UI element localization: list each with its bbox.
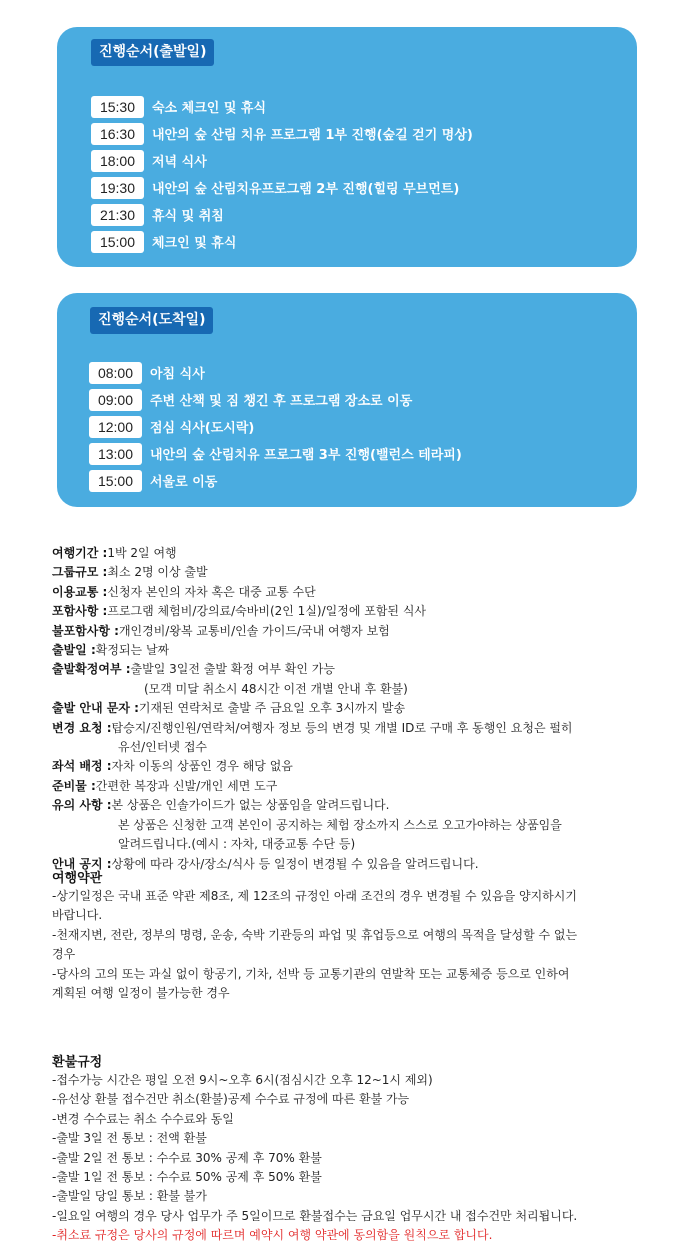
schedule-activity: 숙소 체크인 및 휴식 — [152, 101, 267, 116]
info-row-transport — [52, 583, 652, 602]
info-row-sms — [52, 699, 652, 718]
trip-info — [52, 544, 652, 874]
refund-line: -출발일 당일 통보 : 환불 불가 — [52, 1189, 207, 1204]
info-value: 최소 2명 이상 출발 — [107, 565, 208, 580]
schedule-activity: 점심 식사(도시락) — [150, 421, 255, 436]
info-continuation: 알려드립니다.(예시 : 자차, 대중교통 수단 등) — [118, 837, 356, 852]
info-value: 확정되는 날짜 — [95, 643, 170, 658]
info-value: 자차 이동의 상품인 경우 해당 없음 — [111, 759, 293, 774]
schedule-time: 13:00 — [89, 443, 142, 465]
refund-line: -접수가능 시간은 평일 오전 9시~오후 6시(점심시간 오후 12~1시 제외) — [52, 1073, 433, 1087]
refund-title: 환불규정 — [52, 1055, 103, 1070]
terms-line: -당사의 고의 또는 과실 없이 항공기, 기차, 선박 등 교통기관의 연발착 또는 교통체증 등으로 인하여 — [52, 966, 570, 981]
info-value: 탑승지/진행인원/연락처/여행자 정보 등의 변경 및 개별 ID로 구매 후 동행인 요청은 펄히 — [111, 720, 573, 735]
schedule-activity: 서울로 이동 — [150, 475, 218, 490]
schedule-time: 16:30 — [91, 123, 144, 145]
schedule-item — [91, 228, 473, 255]
info-value: 본 상품은 인솔가이드가 없는 상품임을 알려드립니다. — [111, 798, 390, 813]
refund-line: -출발 1일 전 통보 : 수수료 50% 공제 후 50% 환불 — [52, 1170, 322, 1185]
schedule-time: 15:00 — [89, 470, 142, 492]
info-label: 좌석 배정 : — [52, 759, 112, 774]
schedule-item — [91, 174, 473, 201]
schedule-item — [91, 201, 473, 228]
info-row-notice — [52, 855, 652, 874]
schedule-activity: 저녁 식사 — [152, 155, 207, 170]
info-row-prep — [52, 777, 652, 796]
refund-line: -유선상 환불 접수건만 취소(환불)공제 수수료 규정에 따른 환불 가능 — [52, 1092, 410, 1107]
terms-line: 경우 — [52, 947, 76, 962]
info-label: 포함사항 : — [52, 604, 108, 619]
info-value: 개인경비/왕복 교통비/인솔 가이드/국내 여행자 보험 — [118, 623, 390, 638]
terms-title: 여행약관 — [52, 871, 103, 886]
info-label: 준비물 : — [52, 778, 96, 793]
info-row-change — [52, 719, 652, 738]
info-row-period — [52, 544, 652, 563]
schedule-time: 18:00 — [91, 150, 144, 172]
terms-line: 계획된 여행 일정이 불가능한 경우 — [52, 986, 230, 1001]
refund-line: -일요일 여행의 경우 당사 업무가 주 5일이므로 환불접수는 금요일 업무시간 내 접수건만 처리됩니다. — [52, 1208, 578, 1223]
refund-line: -변경 수수료는 취소 수수료와 동일 — [52, 1111, 234, 1126]
info-row-seat — [52, 757, 652, 776]
schedule-item — [89, 413, 462, 440]
schedule-activity: 체크인 및 휴식 — [152, 236, 237, 251]
info-label: 그룹규모 : — [52, 565, 108, 580]
info-label: 여행기간 : — [52, 546, 108, 560]
refund-line: -출발 3일 전 통보 : 전액 환불 — [52, 1131, 207, 1146]
info-continuation: (모객 미달 취소시 48시간 이전 개별 안내 후 환불) — [144, 681, 408, 696]
schedule-time: 19:30 — [91, 177, 144, 199]
info-label: 이용교통 : — [52, 584, 108, 599]
refund-line: -출발 2일 전 통보 : 수수료 30% 공제 후 70% 환불 — [52, 1150, 322, 1165]
schedule-item — [89, 386, 462, 413]
info-value: 기재된 연락처로 출발 주 금요일 오후 3시까지 발송 — [138, 701, 406, 716]
arrival-schedule-list — [89, 359, 462, 494]
refund-warning: -취소료 규정은 당사의 규정에 따르며 예약시 여행 약관에 동의함을 원칙으로 합니다. — [52, 1228, 493, 1243]
schedule-item — [89, 467, 462, 494]
schedule-item — [91, 147, 473, 174]
schedule-time: 15:00 — [91, 231, 144, 253]
info-row-group — [52, 563, 652, 582]
schedule-activity: 주변 산책 및 짐 챙긴 후 프로그램 장소로 이동 — [150, 394, 413, 409]
info-row-confirm — [52, 660, 652, 679]
schedule-item — [89, 359, 462, 386]
departure-schedule-card — [57, 27, 637, 267]
schedule-activity: 내안의 숲 산림치유 프로그램 3부 진행(밸런스 테라피) — [150, 448, 462, 463]
departure-title: 진행순서(출발일) — [91, 39, 214, 66]
info-value: 간편한 복장과 신발/개인 세면 도구 — [95, 778, 278, 793]
departure-schedule-list — [91, 93, 473, 255]
refund-list — [52, 1071, 652, 1246]
schedule-activity: 내안의 숲 산림 치유 프로그램 1부 진행(숲길 걷기 명상) — [152, 128, 473, 143]
schedule-item — [89, 440, 462, 467]
info-row-excluded — [52, 622, 652, 641]
schedule-time: 08:00 — [89, 362, 142, 384]
schedule-time: 15:30 — [91, 96, 144, 118]
info-continuation: 본 상품은 신청한 고객 본인이 공지하는 체험 장소까지 스스로 오고가야하는 상품임을 — [118, 817, 562, 832]
info-value: 1박 2일 여행 — [107, 546, 177, 560]
schedule-time: 09:00 — [89, 389, 142, 411]
info-value: 출발일 3일전 출발 확정 여부 확인 가능 — [130, 662, 335, 677]
terms-line: -천재지변, 전란, 정부의 명령, 운송, 숙박 기관등의 파업 및 휴업등으로 여행의 목적을 달성할 수 없는 — [52, 927, 578, 942]
info-row-date — [52, 641, 652, 660]
info-value: 신청자 본인의 자차 혹은 대중 교통 수단 — [107, 584, 316, 599]
info-continuation: 유선/인터넷 접수 — [118, 740, 208, 755]
info-label: 출발일 : — [52, 643, 96, 658]
schedule-activity: 아침 식사 — [150, 367, 205, 382]
schedule-time: 12:00 — [89, 416, 142, 438]
info-row-included — [52, 602, 652, 621]
arrival-schedule-card — [57, 293, 637, 507]
schedule-item — [91, 93, 473, 120]
info-label: 변경 요청 : — [52, 720, 112, 735]
terms-line: 바랍니다. — [52, 908, 103, 923]
info-label: 출발 안내 문자 : — [52, 701, 139, 716]
info-label: 안내 공지 : — [52, 856, 112, 871]
info-label: 불포함사항 : — [52, 623, 119, 638]
info-row-notes — [52, 796, 652, 815]
info-label: 유의 사항 : — [52, 798, 112, 813]
schedule-activity: 내안의 숲 산림치유프로그램 2부 진행(힐링 무브먼트) — [152, 182, 460, 197]
info-value: 프로그램 체험비/강의료/숙바비(2인 1실)/일정에 포함된 식사 — [107, 604, 426, 619]
arrival-title: 진행순서(도착일) — [90, 307, 213, 334]
info-label: 출발확정여부 : — [52, 662, 131, 677]
schedule-activity: 휴식 및 취침 — [152, 209, 224, 224]
terms-list — [52, 887, 652, 1003]
info-value: 상황에 따라 강사/장소/식사 등 일정이 변경될 수 있음을 알려드립니다. — [111, 856, 479, 871]
schedule-time: 21:30 — [91, 204, 144, 226]
terms-line: -상기일정은 국내 표준 약관 제8조, 제 12조의 규정인 아래 조건의 경우 변경될 수 있음을 양지하시기 — [52, 889, 577, 903]
schedule-item — [91, 120, 473, 147]
